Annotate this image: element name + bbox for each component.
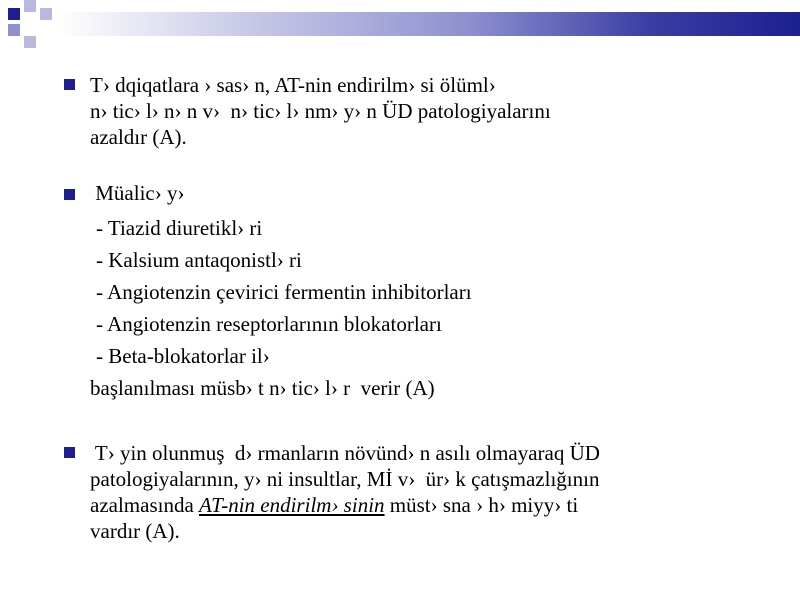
text-line: T› yin olunmuş d› rmanların növünd› n asılı olmayaraq ÜD: [90, 441, 600, 465]
decor-square: [8, 24, 20, 36]
treatment-heading: Müalic› y›: [90, 181, 185, 205]
bullet-treatment: [62, 180, 762, 404]
decor-square: [24, 0, 36, 12]
emphasized-phrase: AT-nin endirilm› sinin: [199, 493, 385, 517]
drug-list-item: - Kalsium antaqonistl› ri: [96, 248, 302, 272]
header-decoration: [0, 0, 800, 48]
header-gradient-bar: [58, 12, 800, 36]
drug-list-item: - Angiotenzin reseptorlarının blokatorları: [96, 312, 442, 336]
text-line: patologiyalarının, y› ni insultlar, Mİ v› ür› k çatışmazlığının: [90, 467, 600, 491]
text-line: azaldır (A).: [90, 125, 187, 149]
decor-square: [40, 8, 52, 20]
bullet-research: [62, 72, 762, 150]
text-line: T› dqiqatlara › sas› n, AT-nin endirilm› si ölüml›: [90, 73, 496, 97]
drug-list-item: - Tiazid diuretikl› ri: [96, 216, 263, 240]
square-bullet-icon: [64, 447, 75, 458]
text-line: [90, 492, 762, 518]
text-line: vardır (A).: [90, 519, 180, 543]
drug-list-item: - Beta-blokatorlar il›: [96, 344, 270, 368]
drug-list-item: - Angiotenzin çevirici fermentin inhibitorları: [96, 280, 472, 304]
text-segment: müst› sna › h› miyy› ti: [384, 493, 579, 517]
bullet-conclusion: [62, 440, 762, 544]
text-line: n› tic› l› n› n v› n› tic› l› nm› y› n ÜD patologiyalarını: [90, 99, 551, 123]
decor-square: [24, 36, 36, 48]
slide-body: [62, 72, 762, 544]
treatment-conclusion: başlanılması müsb› t n› tic› l› r verir (A): [90, 376, 435, 400]
square-bullet-icon: [64, 189, 75, 200]
decor-square: [8, 8, 20, 20]
text-segment: azalmasında: [90, 493, 200, 517]
square-bullet-icon: [64, 79, 75, 90]
